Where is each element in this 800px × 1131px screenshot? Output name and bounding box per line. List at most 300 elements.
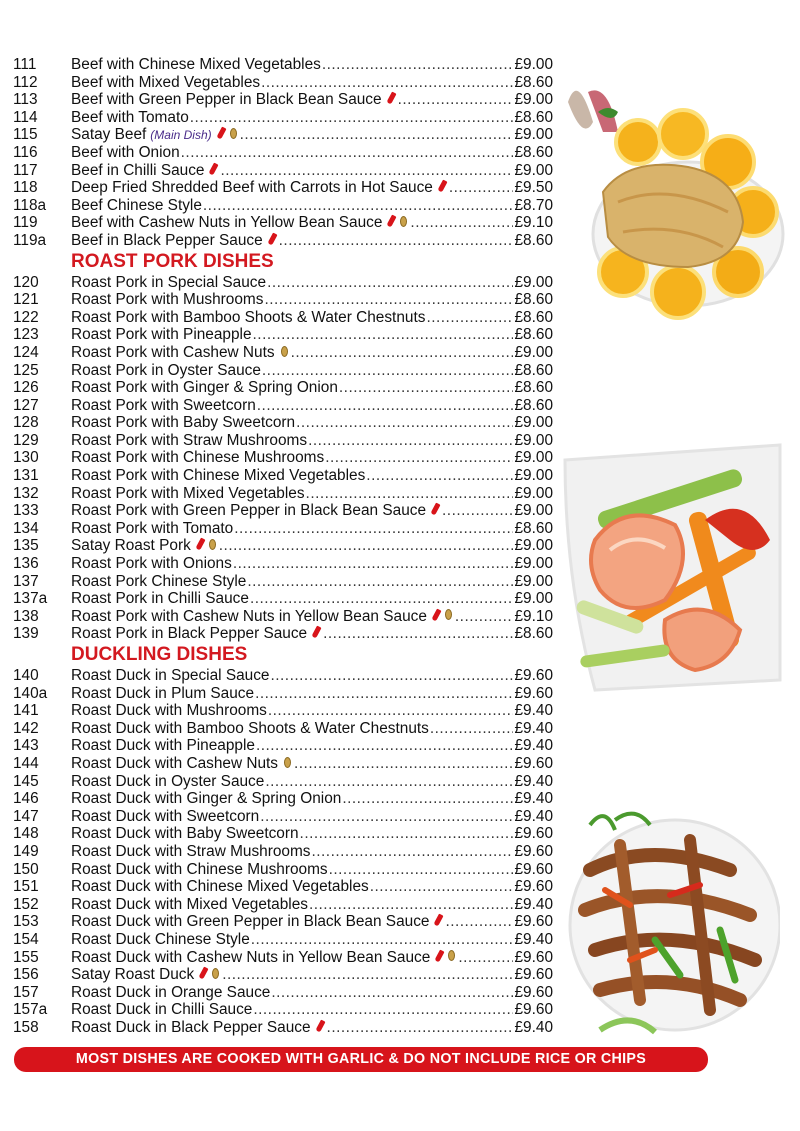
item-name: Beef with Cashew Nuts in Yellow Bean Sauce — [71, 214, 383, 232]
item-number: 133 — [13, 502, 39, 520]
menu-item — [13, 91, 553, 109]
item-number: 128 — [13, 414, 39, 432]
item-price: £8.70 — [514, 196, 553, 214]
section-heading: DUCKLING DISHES — [71, 644, 248, 665]
item-name: Roast Pork with Cashew Nuts — [71, 343, 275, 361]
dot-leader — [270, 667, 513, 685]
fried-beef-orange-dish-photo — [548, 62, 788, 334]
dot-leader — [291, 344, 514, 362]
item-number: 117 — [13, 161, 38, 179]
menu-item — [13, 414, 553, 432]
chili-icon — [387, 215, 397, 228]
item-price: £9.00 — [514, 273, 553, 291]
item-name: Roast Duck with Pineapple — [71, 737, 255, 755]
dot-leader — [251, 931, 514, 949]
menu-item — [13, 861, 553, 879]
dot-leader — [253, 326, 514, 344]
item-number: 157 — [13, 983, 39, 1001]
item-price: £8.60 — [514, 231, 553, 249]
item-icons — [437, 180, 448, 192]
dot-leader — [255, 685, 513, 703]
item-price: £9.60 — [514, 684, 553, 702]
dot-leader — [455, 608, 514, 626]
dot-leader — [327, 1019, 514, 1037]
menu-item — [13, 625, 553, 643]
menu-item — [13, 825, 553, 843]
dot-leader — [247, 573, 513, 591]
dot-leader — [219, 537, 514, 555]
menu-item — [13, 344, 553, 362]
menu-item — [13, 1001, 553, 1019]
item-icons — [430, 503, 441, 515]
dot-leader — [240, 126, 514, 144]
menu-item — [13, 1019, 553, 1037]
item-number: 119a — [13, 231, 47, 249]
item-price: £9.10 — [514, 214, 553, 232]
dot-leader — [256, 737, 514, 755]
item-number: 142 — [13, 719, 39, 737]
item-icons — [267, 233, 278, 245]
menu-item — [13, 326, 553, 344]
dot-leader — [181, 144, 514, 162]
item-icons — [434, 950, 457, 962]
menu-list — [13, 56, 553, 1036]
item-name: Roast Duck with Chinese Mixed Vegetables — [71, 878, 369, 896]
item-number: 129 — [13, 431, 39, 449]
item-number: 134 — [13, 519, 39, 537]
item-name: Roast Pork with Bamboo Shoots & Water Chestnuts — [71, 308, 426, 326]
dot-leader — [329, 861, 514, 879]
item-name: Roast Pork in Black Pepper Sauce — [71, 625, 308, 643]
menu-item — [13, 274, 553, 292]
menu-item — [13, 449, 553, 467]
chili-icon — [312, 626, 322, 639]
dot-leader — [309, 896, 514, 914]
item-name: Roast Pork with Green Pepper in Black Bean Sauce — [71, 502, 427, 520]
item-number: 157a — [13, 1001, 48, 1019]
item-price: £9.40 — [514, 702, 553, 720]
item-price: £9.00 — [514, 431, 553, 449]
chili-icon — [435, 949, 445, 962]
menu-item — [13, 555, 553, 573]
dot-leader — [449, 179, 514, 197]
item-number: 115 — [13, 126, 38, 144]
item-price: £8.60 — [514, 396, 553, 414]
item-name: Roast Duck with Cashew Nuts in Yellow Bean Sauce — [71, 948, 431, 966]
item-name: Roast Pork with Tomato — [71, 519, 234, 537]
item-price: £9.00 — [514, 414, 553, 432]
item-name: Beef with Mixed Vegetables — [71, 73, 261, 91]
dot-leader — [366, 467, 513, 485]
item-price: £9.40 — [514, 807, 553, 825]
item-price: £9.60 — [514, 983, 553, 1001]
item-price: £9.00 — [514, 555, 553, 573]
dot-leader — [370, 878, 514, 896]
nut-icon — [209, 539, 216, 550]
item-number: 158 — [13, 1018, 39, 1036]
item-number: 137a — [13, 590, 48, 608]
menu-item — [13, 162, 553, 180]
item-name: Roast Duck in Oyster Sauce — [71, 772, 265, 790]
dot-leader — [222, 966, 513, 984]
item-number: 120 — [13, 273, 39, 291]
menu-item — [13, 843, 553, 861]
item-name: Roast Duck with Mushrooms — [71, 702, 267, 720]
item-name: Roast Duck in Black Pepper Sauce — [71, 1018, 311, 1036]
item-price: £8.60 — [514, 73, 553, 91]
item-number: 125 — [13, 361, 39, 379]
item-number: 138 — [13, 607, 39, 625]
dot-leader — [322, 56, 514, 74]
item-price: £9.60 — [514, 667, 553, 684]
item-price: £9.60 — [514, 966, 553, 984]
item-name: Deep Fried Shredded Beef with Carrots in Hot Sauce — [71, 179, 433, 197]
chili-icon — [437, 180, 447, 193]
item-number: 145 — [13, 772, 39, 790]
nut-icon — [212, 968, 219, 979]
item-price: £8.60 — [514, 326, 553, 344]
dot-leader — [445, 913, 513, 931]
item-name: Roast Pork with Chinese Mixed Vegetables — [71, 467, 366, 485]
item-price: £9.00 — [514, 449, 553, 467]
item-number: 146 — [13, 790, 39, 808]
chili-icon — [267, 232, 277, 245]
item-icons — [386, 92, 397, 104]
item-name: Roast Pork with Pineapple — [71, 326, 252, 344]
dot-leader — [265, 773, 513, 791]
item-icons — [386, 215, 409, 227]
chili-icon — [199, 967, 209, 980]
dot-leader — [306, 485, 514, 503]
item-tag: (Main Dish) — [150, 128, 212, 143]
item-number: 122 — [13, 308, 39, 326]
item-number: 112 — [13, 73, 38, 91]
menu-item — [13, 737, 553, 755]
item-name: Beef in Chilli Sauce — [71, 161, 205, 179]
item-name: Beef with Chinese Mixed Vegetables — [71, 56, 321, 73]
crispy-shredded-beef-photo — [560, 800, 780, 1040]
item-number: 156 — [13, 966, 39, 984]
prawn-vegetable-stir-fry-photo — [555, 430, 785, 700]
item-number: 127 — [13, 396, 39, 414]
item-number: 139 — [13, 625, 39, 643]
dot-leader — [233, 555, 514, 573]
item-price: £8.60 — [514, 108, 553, 126]
menu-item — [13, 214, 553, 232]
nut-icon — [400, 216, 407, 227]
menu-item — [13, 808, 553, 826]
item-number: 124 — [13, 343, 39, 361]
item-name: Roast Pork with Mixed Vegetables — [71, 484, 305, 502]
menu-item — [13, 109, 553, 127]
chili-icon — [386, 92, 396, 105]
item-icons — [433, 914, 444, 926]
item-price: £8.60 — [514, 519, 553, 537]
item-price: £9.60 — [514, 842, 553, 860]
menu-item — [13, 702, 553, 720]
dot-leader — [234, 520, 513, 538]
item-number: 141 — [13, 702, 39, 720]
menu-item — [13, 397, 553, 415]
item-icons — [279, 346, 290, 357]
item-price: £9.60 — [514, 948, 553, 966]
dot-leader — [267, 274, 513, 292]
menu-item — [13, 896, 553, 914]
item-name: Satay Roast Duck — [71, 966, 195, 984]
chili-icon — [209, 162, 219, 175]
item-name: Roast Duck with Baby Sweetcorn — [71, 825, 299, 843]
item-price: £9.10 — [514, 607, 553, 625]
item-name: Beef Chinese Style — [71, 196, 202, 214]
menu-item — [13, 379, 553, 397]
item-price: £9.00 — [514, 161, 553, 179]
dot-leader — [308, 432, 513, 450]
item-price: £9.60 — [514, 878, 553, 896]
item-number: 119 — [13, 214, 38, 232]
item-name: Roast Duck with Chinese Mushrooms — [71, 860, 328, 878]
item-name: Roast Duck in Orange Sauce — [71, 983, 271, 1001]
menu-item — [13, 232, 553, 250]
menu-item — [13, 197, 553, 215]
menu-item — [13, 291, 553, 309]
item-price: £9.60 — [514, 1001, 553, 1019]
item-price: £9.40 — [514, 719, 553, 737]
dot-leader — [398, 91, 514, 109]
item-number: 118a — [13, 196, 47, 214]
dot-leader — [342, 790, 513, 808]
item-price: £9.00 — [514, 537, 553, 555]
menu-item — [13, 590, 553, 608]
item-number: 131 — [13, 467, 39, 485]
dot-leader — [300, 825, 514, 843]
menu-item — [13, 720, 553, 738]
item-name: Roast Pork with Onions — [71, 555, 232, 573]
item-price: £9.60 — [514, 754, 553, 772]
item-name: Roast Pork with Mushrooms — [71, 291, 264, 309]
dot-leader — [260, 808, 513, 826]
item-number: 114 — [13, 108, 38, 126]
item-number: 153 — [13, 913, 39, 931]
item-name: Roast Pork with Chinese Mushrooms — [71, 449, 325, 467]
nut-icon — [445, 609, 452, 620]
item-name: Roast Pork in Special Sauce — [71, 273, 267, 291]
item-price: £8.60 — [514, 379, 553, 397]
item-name: Roast Duck with Ginger & Spring Onion — [71, 790, 342, 808]
menu-item — [13, 949, 553, 967]
menu-item — [13, 485, 553, 503]
menu-item — [13, 537, 553, 555]
item-price: £9.00 — [514, 343, 553, 361]
item-number: 148 — [13, 825, 39, 843]
menu-item — [13, 755, 553, 773]
item-price: £9.00 — [514, 91, 553, 109]
item-name: Roast Pork in Chilli Sauce — [71, 590, 249, 608]
item-number: 137 — [13, 572, 39, 590]
item-name: Roast Pork with Baby Sweetcorn — [71, 414, 296, 432]
item-name: Roast Duck in Chilli Sauce — [71, 1001, 253, 1019]
item-price: £9.60 — [514, 825, 553, 843]
item-name: Roast Duck with Straw Mushrooms — [71, 842, 311, 860]
item-number: 144 — [13, 754, 39, 772]
item-price: £9.60 — [514, 860, 553, 878]
item-name: Beef with Onion — [71, 143, 180, 161]
item-name: Roast Duck with Sweetcorn — [71, 807, 260, 825]
chili-icon — [434, 914, 444, 927]
item-price: £8.60 — [514, 625, 553, 643]
dot-leader — [268, 702, 514, 720]
item-icons — [315, 1020, 326, 1032]
menu-item — [13, 502, 553, 520]
item-price: £8.60 — [514, 308, 553, 326]
menu-item — [13, 773, 553, 791]
dot-leader — [311, 843, 513, 861]
menu-item — [13, 913, 553, 931]
item-price: £9.40 — [514, 895, 553, 913]
dot-leader — [325, 449, 513, 467]
item-number: 154 — [13, 930, 39, 948]
item-name: Roast Duck in Special Sauce — [71, 667, 270, 684]
item-icons — [208, 163, 219, 175]
item-name: Satay Beef — [71, 126, 147, 144]
menu-item — [13, 608, 553, 626]
item-price: £8.60 — [514, 143, 553, 161]
dot-leader — [190, 109, 514, 127]
dot-leader — [271, 984, 513, 1002]
item-name: Roast Pork Chinese Style — [71, 572, 247, 590]
menu-item — [13, 931, 553, 949]
item-name: Beef in Black Pepper Sauce — [71, 231, 263, 249]
item-name: Roast Duck with Green Pepper in Black Bean Sauce — [71, 913, 430, 931]
item-price: £9.00 — [514, 572, 553, 590]
menu-item — [13, 432, 553, 450]
section-heading: ROAST PORK DISHES — [71, 250, 274, 272]
item-number: 152 — [13, 895, 39, 913]
item-price: £9.00 — [514, 56, 553, 73]
item-number: 135 — [13, 537, 39, 555]
dot-leader — [253, 1001, 513, 1019]
item-number: 149 — [13, 842, 39, 860]
chili-icon — [431, 503, 441, 516]
item-price: £9.00 — [514, 502, 553, 520]
item-name: Roast Duck Chinese Style — [71, 930, 250, 948]
item-price: £9.00 — [514, 484, 553, 502]
item-icons — [198, 967, 221, 979]
menu-item — [13, 74, 553, 92]
item-icons — [311, 626, 322, 638]
item-name: Roast Pork with Cashew Nuts in Yellow Bean Sauce — [71, 607, 427, 625]
menu-item — [13, 878, 553, 896]
item-number: 151 — [13, 878, 39, 896]
item-price: £9.00 — [514, 590, 553, 608]
item-name: Roast Duck with Bamboo Shoots & Water Chestnuts — [71, 719, 429, 737]
dot-leader — [257, 397, 514, 415]
item-price: £9.00 — [514, 467, 553, 485]
item-price: £9.40 — [514, 737, 553, 755]
item-name: Beef with Green Pepper in Black Bean Sauce — [71, 91, 382, 109]
dot-leader — [294, 755, 513, 773]
menu-item — [13, 685, 553, 703]
menu-item — [13, 520, 553, 538]
item-price: £9.40 — [514, 1018, 553, 1036]
dot-leader — [203, 197, 514, 215]
item-number: 113 — [13, 91, 38, 109]
item-number: 111 — [13, 56, 37, 73]
dot-leader — [323, 625, 513, 643]
item-number: 123 — [13, 326, 39, 344]
item-number: 136 — [13, 555, 39, 573]
item-icons — [282, 757, 293, 768]
menu-item — [13, 362, 553, 380]
item-name: Roast Duck with Mixed Vegetables — [71, 895, 308, 913]
menu-item — [13, 56, 553, 74]
item-name: Roast Pork in Oyster Sauce — [71, 361, 261, 379]
menu-item — [13, 667, 553, 685]
menu-item — [13, 467, 553, 485]
chili-icon — [431, 608, 441, 621]
dot-leader — [262, 362, 514, 380]
item-name: Roast Pork with Straw Mushrooms — [71, 431, 308, 449]
item-icons — [195, 538, 218, 550]
menu-item — [13, 966, 553, 984]
dot-leader — [426, 309, 513, 327]
item-name: Beef with Tomato — [71, 108, 189, 126]
item-price: £9.60 — [514, 913, 553, 931]
chili-icon — [216, 127, 226, 140]
item-name: Roast Duck in Plum Sauce — [71, 684, 255, 702]
item-number: 130 — [13, 449, 39, 467]
item-number: 116 — [13, 143, 38, 161]
dot-leader — [250, 590, 514, 608]
nut-icon — [448, 950, 455, 961]
item-price: £8.60 — [514, 361, 553, 379]
item-icons — [216, 127, 239, 139]
item-icons — [431, 609, 454, 621]
menu-item — [13, 573, 553, 591]
dot-leader — [279, 232, 514, 250]
menu-item — [13, 144, 553, 162]
menu-item — [13, 790, 553, 808]
chili-icon — [195, 538, 205, 551]
dot-leader — [220, 162, 513, 180]
item-number: 140a — [13, 684, 48, 702]
item-price: £9.00 — [514, 126, 553, 144]
garlic-notice-banner — [14, 1047, 708, 1072]
item-number: 118 — [13, 179, 38, 197]
item-number: 143 — [13, 737, 39, 755]
item-price: £9.40 — [514, 772, 553, 790]
chili-icon — [315, 1019, 325, 1032]
item-number: 150 — [13, 860, 39, 878]
nut-icon — [230, 128, 237, 139]
dot-leader — [430, 720, 514, 738]
menu-item — [13, 309, 553, 327]
dot-leader — [442, 502, 513, 520]
item-number: 132 — [13, 484, 39, 502]
dot-leader — [458, 949, 513, 967]
item-number: 147 — [13, 807, 39, 825]
item-price: £9.50 — [514, 179, 553, 197]
dot-leader — [339, 379, 514, 397]
menu-item — [13, 126, 553, 144]
item-price: £9.40 — [514, 930, 553, 948]
item-name: Satay Roast Pork — [71, 537, 191, 555]
item-name: Roast Pork with Sweetcorn — [71, 396, 256, 414]
nut-icon — [281, 346, 288, 357]
item-number: 155 — [13, 948, 39, 966]
dot-leader — [296, 414, 513, 432]
item-price: £9.40 — [514, 790, 553, 808]
item-number: 126 — [13, 379, 39, 397]
